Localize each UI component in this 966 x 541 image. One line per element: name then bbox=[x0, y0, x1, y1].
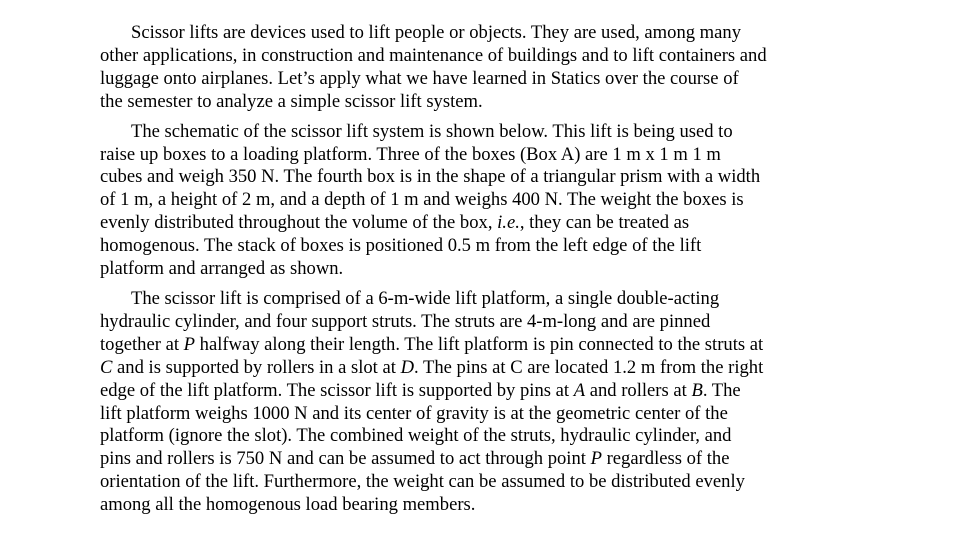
text-line: hydraulic cylinder, and four support struts. The struts are 4-m-long and are pinned bbox=[100, 310, 711, 332]
paragraph-scissor-lift-intro bbox=[100, 22, 825, 114]
text-line: edge of the lift platform. The scissor lift is supported by pins at A and rollers at B. The bbox=[100, 379, 741, 401]
text-line: the semester to analyze a simple scissor lift system. bbox=[100, 90, 483, 112]
text-line: platform and arranged as shown. bbox=[100, 258, 344, 280]
text-line: together at P halfway along their length. The lift platform is pin connected to the struts at bbox=[100, 333, 764, 355]
paragraph-schematic-boxes bbox=[100, 121, 825, 281]
text-line: raise up boxes to a loading platform. Three of the boxes (Box A) are 1 m x 1 m 1 m bbox=[100, 143, 721, 165]
text-line: pins and rollers is 750 N and can be assumed to act through point P regardless of the bbox=[100, 448, 730, 470]
text-line: of 1 m, a height of 2 m, and a depth of 1 m and weighs 400 N. The weight the boxes is bbox=[100, 189, 744, 211]
text-line: evenly distributed throughout the volume of the box, i.e., they can be treated as bbox=[100, 212, 690, 234]
document-body bbox=[100, 22, 825, 524]
text-line: among all the homogenous load bearing members. bbox=[100, 494, 476, 516]
text-line: The scissor lift is comprised of a 6-m-wide lift platform, a single double-acting bbox=[131, 287, 720, 309]
paragraph-lift-components bbox=[100, 288, 825, 517]
text-line: lift platform weighs 1000 N and its center of gravity is at the geometric center of the bbox=[100, 402, 728, 424]
text-line: luggage onto airplanes. Let’s apply what we have learned in Statics over the course of bbox=[100, 67, 739, 89]
text-line: platform (ignore the slot). The combined weight of the struts, hydraulic cylinder, and bbox=[100, 425, 732, 447]
text-line: Scissor lifts are devices used to lift people or objects. They are used, among many bbox=[131, 22, 741, 43]
text-line: C and is supported by rollers in a slot at D. The pins at C are located 1.2 m from the right bbox=[100, 356, 764, 378]
text-line: The schematic of the scissor lift system is shown below. This lift is being used to bbox=[131, 120, 733, 142]
text-line: other applications, in construction and maintenance of buildings and to lift containers and bbox=[100, 44, 767, 66]
text-line: homogenous. The stack of boxes is positioned 0.5 m from the left edge of the lift bbox=[100, 235, 702, 257]
text-line: orientation of the lift. Furthermore, the weight can be assumed to be distributed evenly bbox=[100, 471, 745, 493]
text-line: cubes and weigh 350 N. The fourth box is in the shape of a triangular prism with a width bbox=[100, 166, 761, 188]
